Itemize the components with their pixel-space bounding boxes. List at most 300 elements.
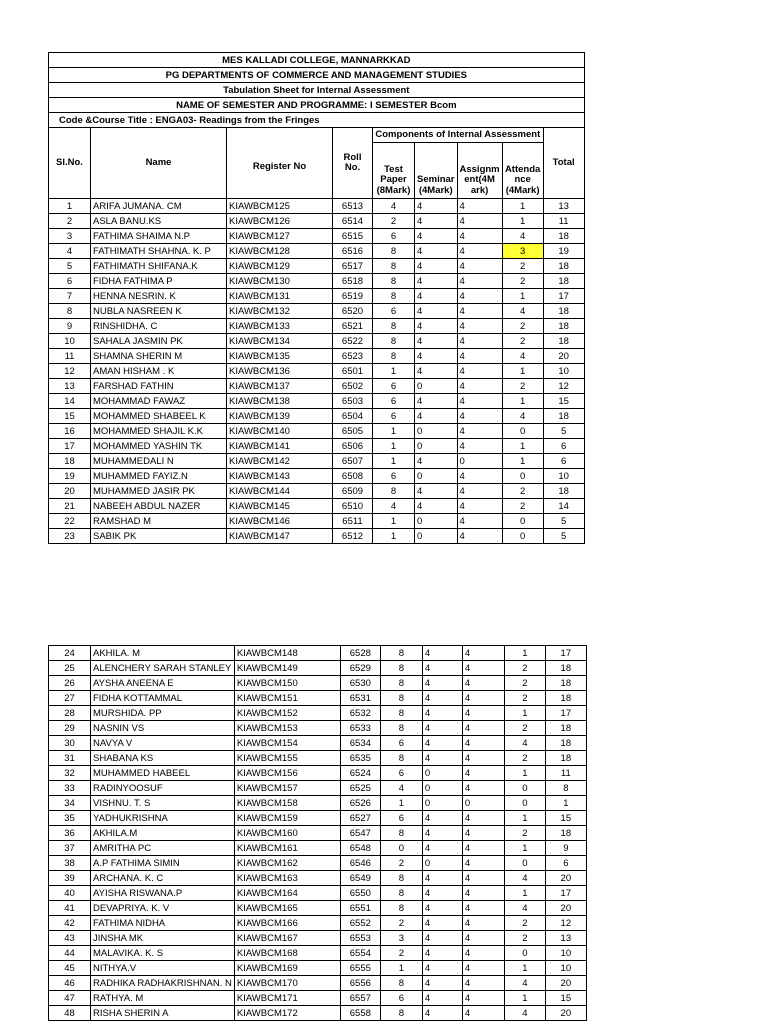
total-cell: 10 [545,961,586,976]
total-cell: 9 [545,841,586,856]
seminar-cell: 4 [422,991,462,1006]
register-cell: KIAWBCM129 [227,259,333,274]
test-paper-cell: 8 [380,901,422,916]
total-cell: 12 [543,379,584,394]
slno-cell: 27 [49,691,91,706]
attendance-cell: 4 [504,901,545,916]
table-row [49,796,587,811]
slno-cell: 11 [49,349,91,364]
attendance-cell: 2 [504,691,545,706]
attendance-cell: 2 [502,499,543,514]
assignment-cell: 4 [462,811,504,826]
test-paper-cell: 6 [373,409,415,424]
name-cell: AKHILA. M [91,646,235,661]
test-paper-cell: 1 [380,796,422,811]
attendance-cell: 1 [504,811,545,826]
attendance-cell: 2 [504,661,545,676]
register-cell: KIAWBCM127 [227,229,333,244]
slno-cell: 31 [49,751,91,766]
total-cell: 17 [545,886,586,901]
register-cell: KIAWBCM158 [234,796,340,811]
register-cell: KIAWBCM165 [234,901,340,916]
table-row [49,454,585,469]
seminar-cell: 4 [415,304,458,319]
attendance-cell: 4 [502,229,543,244]
attendance-cell: 4 [502,349,543,364]
roll-cell: 6557 [340,991,380,1006]
assignment-cell: 4 [457,439,502,454]
slno-cell: 35 [49,811,91,826]
table-row [49,469,585,484]
roll-cell: 6550 [340,886,380,901]
register-cell: KIAWBCM162 [234,856,340,871]
name-cell: NABEEH ABDUL NAZER [91,499,227,514]
attendance-cell: 4 [504,976,545,991]
total-cell: 18 [543,334,584,349]
test-paper-cell: 8 [373,259,415,274]
attendance-cell: 2 [502,379,543,394]
table-row [49,751,587,766]
slno-cell: 48 [49,1006,91,1021]
slno-cell: 3 [49,229,91,244]
assignment-cell: 4 [462,961,504,976]
total-cell: 18 [543,229,584,244]
seminar-cell: 0 [422,766,462,781]
assignment-cell: 0 [462,796,504,811]
assignment-cell: 4 [457,469,502,484]
test-paper-cell: 6 [380,991,422,1006]
attendance-cell: 1 [502,364,543,379]
slno-cell: 7 [49,289,91,304]
assignment-cell: 4 [457,289,502,304]
table-row [49,811,587,826]
test-paper-cell: 8 [380,721,422,736]
assignment-cell: 4 [462,946,504,961]
assignment-cell: 4 [457,409,502,424]
name-cell: FIDHA KOTTAMMAL [91,691,235,706]
seminar-cell: 0 [415,469,458,484]
slno-cell: 41 [49,901,91,916]
roll-cell: 6533 [340,721,380,736]
register-cell: KIAWBCM166 [234,916,340,931]
register-cell: KIAWBCM128 [227,244,333,259]
total-cell: 6 [545,856,586,871]
table-row [49,259,585,274]
roll-cell: 6530 [340,676,380,691]
total-cell: 20 [545,901,586,916]
total-cell: 20 [545,976,586,991]
register-cell: KIAWBCM170 [234,976,340,991]
test-paper-cell: 1 [373,364,415,379]
roll-cell: 6505 [333,424,373,439]
assignment-cell: 4 [457,514,502,529]
seminar-cell: 4 [422,826,462,841]
register-cell: KIAWBCM156 [234,766,340,781]
assignment-cell: 4 [457,529,502,544]
register-cell: KIAWBCM152 [234,706,340,721]
register-cell: KIAWBCM145 [227,499,333,514]
total-cell: 5 [543,424,584,439]
assignment-cell: 4 [462,766,504,781]
assignment-cell: 4 [462,676,504,691]
name-cell: FARSHAD FATHIN [91,379,227,394]
seminar-cell: 4 [422,676,462,691]
table-row [49,484,585,499]
test-paper-cell: 2 [380,946,422,961]
slno-cell: 5 [49,259,91,274]
name-cell: A.P FATHIMA SIMIN [91,856,235,871]
test-paper-cell: 8 [380,871,422,886]
attendance-cell: 0 [502,514,543,529]
total-cell: 8 [545,781,586,796]
roll-cell: 6525 [340,781,380,796]
test-paper-cell: 1 [373,424,415,439]
attendance-cell: 2 [502,259,543,274]
register-cell: KIAWBCM134 [227,334,333,349]
attendance-cell: 4 [504,1006,545,1021]
roll-cell: 6555 [340,961,380,976]
table-row [49,841,587,856]
name-cell: RINSHIDHA. C [91,319,227,334]
assignment-cell: 4 [457,319,502,334]
register-cell: KIAWBCM146 [227,514,333,529]
roll-cell: 6524 [340,766,380,781]
roll-cell: 6514 [333,214,373,229]
name-cell: RATHYA. M [91,991,235,1006]
test-paper-cell: 8 [380,706,422,721]
roll-cell: 6503 [333,394,373,409]
roll-cell: 6529 [340,661,380,676]
roll-cell: 6534 [340,736,380,751]
assignment-cell: 4 [462,691,504,706]
assignment-cell: 4 [457,484,502,499]
seminar-cell: 4 [415,484,458,499]
roll-cell: 6548 [340,841,380,856]
register-cell: KIAWBCM133 [227,319,333,334]
table-row [49,289,585,304]
roll-cell: 6556 [340,976,380,991]
department-name: PG DEPARTMENTS OF COMMERCE AND MANAGEMENT STUDIES [49,68,585,83]
name-cell: AMAN HISHAM . K [91,364,227,379]
roll-cell: 6517 [333,259,373,274]
name-cell: NASNIN VS [91,721,235,736]
register-cell: KIAWBCM167 [234,931,340,946]
attendance-cell: 1 [502,214,543,229]
table-row [49,856,587,871]
assignment-cell: 4 [462,646,504,661]
col-header-components: Components of Internal Assessment [373,128,544,143]
total-cell: 18 [543,484,584,499]
assignment-cell: 4 [457,304,502,319]
slno-cell: 9 [49,319,91,334]
attendance-cell: 2 [504,916,545,931]
total-cell: 13 [545,931,586,946]
total-cell: 18 [545,691,586,706]
roll-cell: 6520 [333,304,373,319]
assessment-table-page2 [48,645,587,1021]
test-paper-cell: 1 [380,961,422,976]
test-paper-cell: 8 [380,826,422,841]
attendance-cell: 0 [504,781,545,796]
seminar-cell: 4 [422,916,462,931]
seminar-cell: 0 [422,781,462,796]
roll-cell: 6526 [340,796,380,811]
assignment-cell: 4 [457,214,502,229]
seminar-cell: 0 [422,856,462,871]
slno-cell: 15 [49,409,91,424]
col-header-name: Name [91,128,227,199]
roll-cell: 6519 [333,289,373,304]
slno-cell: 4 [49,244,91,259]
total-cell: 18 [543,319,584,334]
slno-cell: 13 [49,379,91,394]
test-paper-cell: 4 [373,199,415,214]
register-cell: KIAWBCM144 [227,484,333,499]
attendance-cell: 1 [504,991,545,1006]
slno-cell: 30 [49,736,91,751]
name-cell: MUHAMMED JASIR PK [91,484,227,499]
attendance-cell: 0 [502,424,543,439]
slno-cell: 6 [49,274,91,289]
col-header-seminar: Seminar (4Mark) [415,143,458,199]
slno-cell: 24 [49,646,91,661]
seminar-cell: 4 [422,736,462,751]
attendance-cell: 2 [504,931,545,946]
register-cell: KIAWBCM155 [234,751,340,766]
assignment-cell: 4 [462,871,504,886]
attendance-cell: 2 [502,484,543,499]
register-cell: KIAWBCM159 [234,811,340,826]
table-row [49,931,587,946]
attendance-cell: 4 [502,304,543,319]
attendance-cell: 2 [502,319,543,334]
total-cell: 11 [543,214,584,229]
test-paper-cell: 8 [373,349,415,364]
total-cell: 13 [543,199,584,214]
slno-cell: 22 [49,514,91,529]
register-cell: KIAWBCM140 [227,424,333,439]
total-cell: 15 [545,811,586,826]
table-row [49,901,587,916]
sheet-title: Tabulation Sheet for Internal Assessment [49,83,585,98]
seminar-cell: 0 [415,379,458,394]
total-cell: 20 [545,1006,586,1021]
seminar-cell: 0 [415,439,458,454]
test-paper-cell: 8 [380,676,422,691]
assignment-cell: 4 [462,916,504,931]
assignment-cell: 0 [457,454,502,469]
name-cell: MUHAMMEDALI N [91,454,227,469]
test-paper-cell: 8 [373,244,415,259]
total-cell: 19 [543,244,584,259]
total-cell: 5 [543,514,584,529]
assignment-cell: 4 [457,499,502,514]
total-cell: 17 [545,646,586,661]
register-cell: KIAWBCM172 [234,1006,340,1021]
name-cell: MOHAMMAD FAWAZ [91,394,227,409]
register-cell: KIAWBCM171 [234,991,340,1006]
total-cell: 14 [543,499,584,514]
test-paper-cell: 1 [373,454,415,469]
course-title: Code &Course Title : ENGA03- Readings from the Fringes [49,113,585,128]
attendance-cell: 1 [504,961,545,976]
name-cell: ASLA BANU.KS [91,214,227,229]
register-cell: KIAWBCM143 [227,469,333,484]
name-cell: RAMSHAD M [91,514,227,529]
attendance-cell: 0 [502,529,543,544]
test-paper-cell: 2 [380,856,422,871]
total-cell: 20 [543,349,584,364]
test-paper-cell: 8 [380,886,422,901]
table-row [49,214,585,229]
total-cell: 5 [543,529,584,544]
seminar-cell: 4 [422,841,462,856]
roll-cell: 6515 [333,229,373,244]
test-paper-cell: 8 [373,289,415,304]
slno-cell: 36 [49,826,91,841]
seminar-cell: 4 [415,319,458,334]
name-cell: FATHIMA NIDHA [91,916,235,931]
roll-cell: 6531 [340,691,380,706]
assignment-cell: 4 [462,901,504,916]
roll-cell: 6527 [340,811,380,826]
total-cell: 10 [543,469,584,484]
name-cell: JINSHA MK [91,931,235,946]
register-cell: KIAWBCM169 [234,961,340,976]
slno-cell: 28 [49,706,91,721]
slno-cell: 21 [49,499,91,514]
attendance-cell: 0 [502,469,543,484]
seminar-cell: 0 [415,514,458,529]
attendance-cell: 2 [502,334,543,349]
assignment-cell: 4 [462,991,504,1006]
seminar-cell: 4 [422,646,462,661]
total-cell: 18 [545,826,586,841]
name-cell: AMRITHA PC [91,841,235,856]
slno-cell: 38 [49,856,91,871]
register-cell: KIAWBCM136 [227,364,333,379]
attendance-cell: 3 [502,244,543,259]
table-row [49,349,585,364]
assignment-cell: 4 [457,424,502,439]
seminar-cell: 4 [415,199,458,214]
table-row [49,334,585,349]
table-row [49,991,587,1006]
register-cell: KIAWBCM154 [234,736,340,751]
name-cell: MOHAMMED SHAJIL K.K [91,424,227,439]
table-row [49,364,585,379]
seminar-cell: 4 [415,214,458,229]
test-paper-cell: 2 [373,214,415,229]
name-cell: SABIK PK [91,529,227,544]
attendance-cell: 1 [502,199,543,214]
total-cell: 17 [543,289,584,304]
roll-cell: 6502 [333,379,373,394]
name-cell: AYSHA ANEENA E [91,676,235,691]
attendance-cell: 1 [504,646,545,661]
assignment-cell: 4 [462,931,504,946]
name-cell: ARIFA JUMANA. CM [91,199,227,214]
slno-cell: 25 [49,661,91,676]
table-row [49,409,585,424]
test-paper-cell: 4 [373,499,415,514]
slno-cell: 23 [49,529,91,544]
seminar-cell: 4 [415,499,458,514]
test-paper-cell: 8 [373,484,415,499]
slno-cell: 10 [49,334,91,349]
table-row [49,916,587,931]
total-cell: 18 [545,676,586,691]
roll-cell: 6518 [333,274,373,289]
roll-cell: 6522 [333,334,373,349]
assignment-cell: 4 [457,349,502,364]
slno-cell: 33 [49,781,91,796]
assignment-cell: 4 [462,721,504,736]
assignment-cell: 4 [457,229,502,244]
test-paper-cell: 4 [380,781,422,796]
table-row [49,319,585,334]
seminar-cell: 4 [415,454,458,469]
col-header-register: Register No [227,128,333,199]
assignment-cell: 4 [457,379,502,394]
register-cell: KIAWBCM141 [227,439,333,454]
col-header-roll: Roll No. [333,128,373,199]
seminar-cell: 4 [415,259,458,274]
attendance-cell: 0 [504,946,545,961]
slno-cell: 2 [49,214,91,229]
seminar-cell: 4 [415,274,458,289]
seminar-cell: 0 [422,796,462,811]
slno-cell: 39 [49,871,91,886]
roll-cell: 6516 [333,244,373,259]
register-cell: KIAWBCM125 [227,199,333,214]
table-row [49,781,587,796]
roll-cell: 6511 [333,514,373,529]
roll-cell: 6528 [340,646,380,661]
name-cell: MUHAMMED FAYIZ.N [91,469,227,484]
name-cell: VISHNU. T. S [91,796,235,811]
seminar-cell: 4 [422,1006,462,1021]
seminar-cell: 0 [415,529,458,544]
roll-cell: 6558 [340,1006,380,1021]
total-cell: 18 [545,736,586,751]
table-row [49,199,585,214]
test-paper-cell: 6 [373,304,415,319]
name-cell: FATHIMA SHAIMA N.P [91,229,227,244]
register-cell: KIAWBCM135 [227,349,333,364]
roll-cell: 6554 [340,946,380,961]
table-row [49,304,585,319]
register-cell: KIAWBCM163 [234,871,340,886]
slno-cell: 46 [49,976,91,991]
table-row [49,244,585,259]
roll-cell: 6501 [333,364,373,379]
register-cell: KIAWBCM161 [234,841,340,856]
register-cell: KIAWBCM153 [234,721,340,736]
roll-cell: 6546 [340,856,380,871]
slno-cell: 17 [49,439,91,454]
slno-cell: 29 [49,721,91,736]
name-cell: ALENCHERY SARAH STANLEY [91,661,235,676]
assignment-cell: 4 [457,364,502,379]
roll-cell: 6552 [340,916,380,931]
table-row [49,736,587,751]
name-cell: FATHIMATH SHIFANA.K [91,259,227,274]
name-cell: SHABANA KS [91,751,235,766]
roll-cell: 6535 [340,751,380,766]
table-row [49,826,587,841]
roll-cell: 6549 [340,871,380,886]
